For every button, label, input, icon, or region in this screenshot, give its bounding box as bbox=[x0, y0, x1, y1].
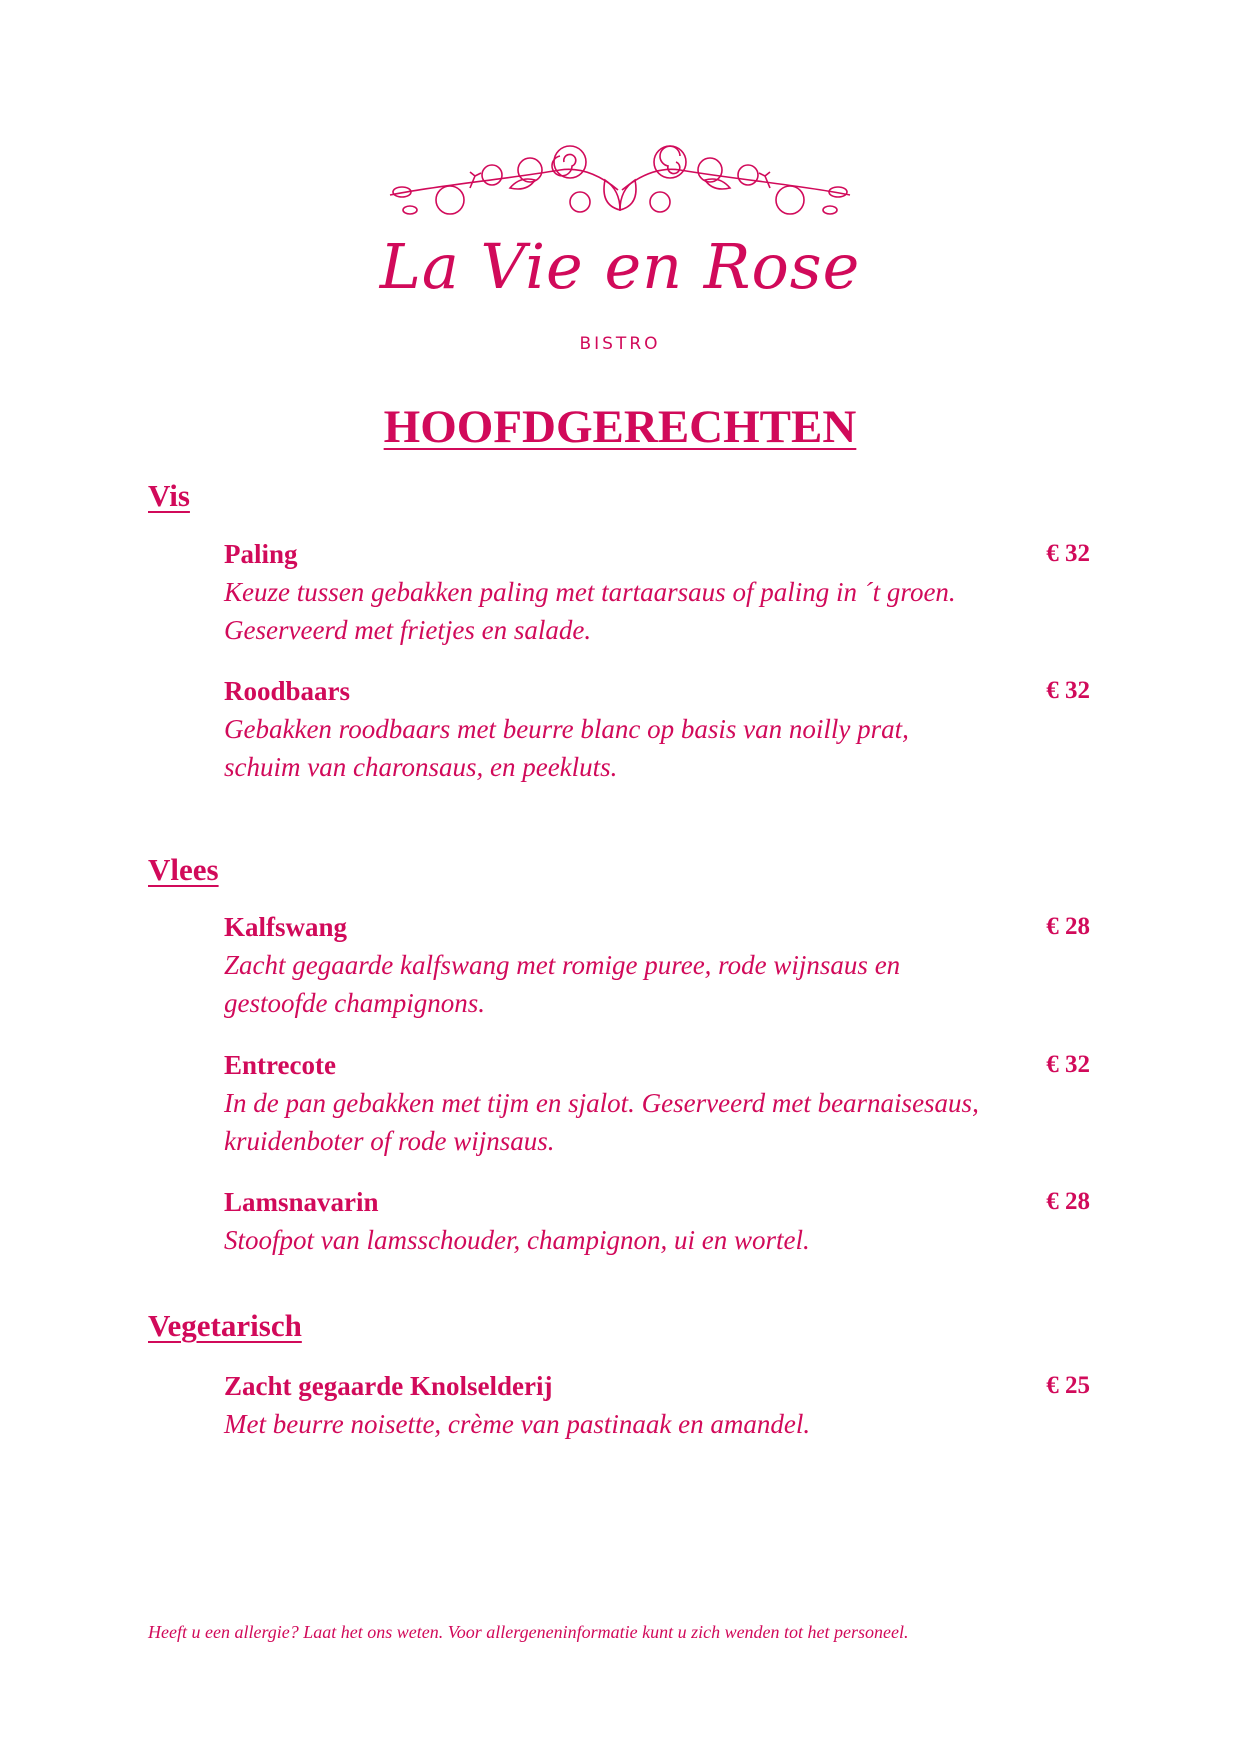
dish-name: Paling bbox=[224, 539, 298, 569]
dish-price: € 32 bbox=[1046, 677, 1090, 704]
dish-description: Zacht gegaarde kalfswang met romige puree, rode wijnsaus en gestoofde champignons. bbox=[224, 950, 901, 1018]
dish-price: € 28 bbox=[1046, 913, 1090, 940]
dish-description: Stoofpot van lamsschouder, champignon, ui en wortel. bbox=[224, 1225, 810, 1255]
menu-item bbox=[224, 535, 1090, 649]
section-heading-vis: Vis bbox=[148, 478, 190, 513]
page-title bbox=[0, 400, 1240, 454]
rose-garland-icon bbox=[380, 140, 860, 240]
menu-item bbox=[224, 1046, 1090, 1160]
allergy-notice: Heeft u een allergie? Laat het ons weten. Voor allergeneninformatie kunt u zich wenden tot het personeel. bbox=[148, 1622, 909, 1642]
dish-name: Roodbaars bbox=[224, 676, 351, 706]
page-title-text: HOOFDGERECHTEN bbox=[383, 401, 857, 453]
dish-price: € 32 bbox=[1046, 1051, 1090, 1078]
menu-item bbox=[224, 1183, 1090, 1259]
dish-description: In de pan gebakken met tijm en sjalot. Geserveerd met bearnaisesaus, kruidenboter of rode wijnsaus. bbox=[224, 1088, 979, 1156]
dish-name: Lamsnavarin bbox=[224, 1187, 379, 1217]
menu-item bbox=[224, 672, 1090, 786]
menu-item bbox=[224, 908, 1090, 1022]
restaurant-subtitle: BISTRO bbox=[579, 334, 661, 354]
restaurant-name: La Vie en Rose bbox=[379, 230, 861, 303]
section-heading-vlees: Vlees bbox=[148, 852, 219, 887]
dish-name: Zacht gegaarde Knolselderij bbox=[224, 1371, 553, 1401]
menu-item bbox=[224, 1367, 1090, 1443]
dish-price: € 28 bbox=[1046, 1188, 1090, 1215]
dish-description: Gebakken roodbaars met beurre blanc op basis van noilly prat, schuim van charonsaus, en peekluts. bbox=[224, 714, 909, 782]
dish-description: Met beurre noisette, crème van pastinaak en amandel. bbox=[224, 1409, 811, 1439]
dish-price: € 32 bbox=[1046, 540, 1090, 567]
dish-price: € 25 bbox=[1046, 1372, 1090, 1399]
section-heading-vegetarisch: Vegetarisch bbox=[148, 1308, 302, 1343]
dish-name: Kalfswang bbox=[224, 912, 348, 942]
dish-description: Keuze tussen gebakken paling met tartaarsaus of paling in ´t groen. Geserveerd met frietjes en salade. bbox=[224, 577, 956, 645]
dish-name: Entrecote bbox=[224, 1050, 336, 1080]
